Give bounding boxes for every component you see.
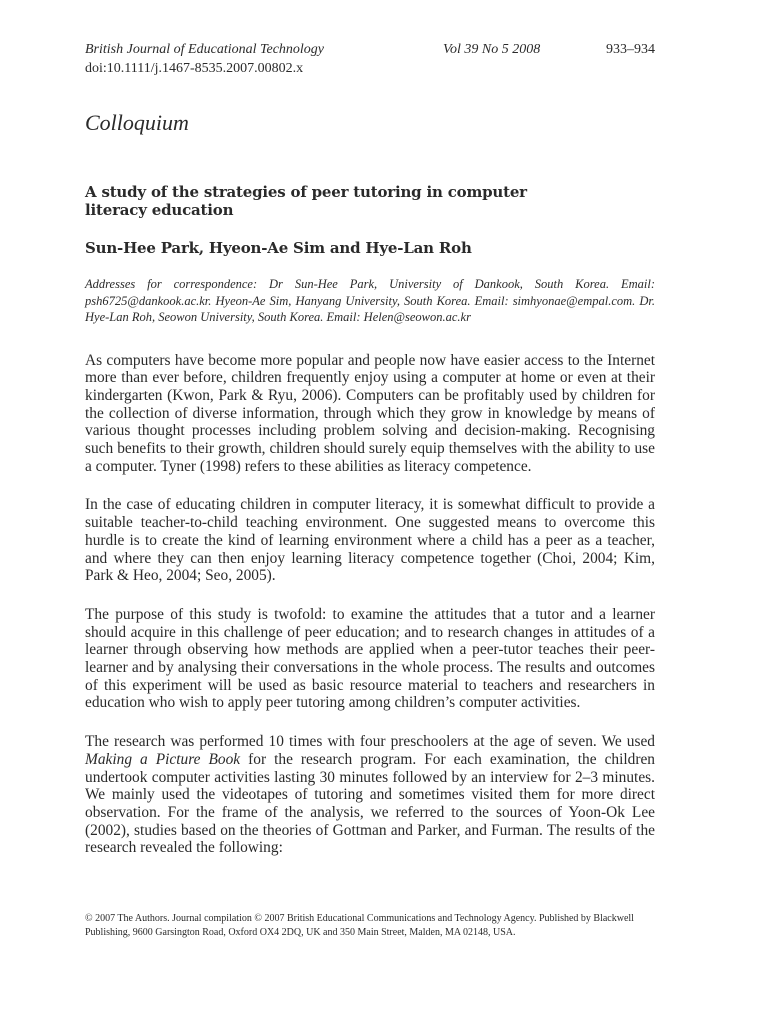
doi: doi:10.1111/j.1467-8535.2007.00802.x — [85, 61, 304, 76]
program-title: Making a Picture Book — [85, 750, 241, 768]
correspondence-addresses: Addresses for correspondence: Dr Sun-Hee Park, University of Dankook, South Korea. Email: psh6725@dankook.ac.kr. Hyeon-Ae Sim, Hanyang University, South Korea. Email: simhyonae@empal.com. Dr. Hye-Lan Roh, Seowon University, South Korea. Email: Helen@seowon.ac.kr — [85, 277, 655, 324]
article-authors: Sun-Hee Park, Hyeon-Ae Sim and Hye-Lan Roh — [85, 239, 472, 257]
journal-name: British Journal of Educational Technology — [85, 42, 325, 57]
article-title: A study of the strategies of peer tutoring in computer literacy education — [85, 183, 527, 219]
volume-info: Vol 39 No 5 2008 — [443, 42, 541, 57]
paragraph-4-text-b: for the research program. For each examination, the children undertook computer activities lasting 30 minutes followed by an interview for 2–3 minutes. We mainly used the videotapes of tutoring and sometimes visited them for more direct observation. For the frame of the analysis, we referred to the sources of Yoon-Ok Lee (2002), studies based on the theories of Gottman and Parker, and Furman. The results of the research revealed the following: — [85, 750, 656, 857]
body-paragraph-2: In the case of educating children in computer literacy, it is somewhat difficult to provide a suitable teacher-to-child teaching environment. One suggested means to overcome this hurdle is to create the kind of learning environment where a child has a peer as a teacher, and where they can then enjoy learning literacy competence together (Choi, 2004; Kim, Park & Heo, 2004; Seo, 2005). — [85, 496, 655, 585]
copyright-footer: © 2007 The Authors. Journal compilation © 2007 British Educational Communications and Technology Agency. Published by Blackwell Publishing, 9600 Garsington Road, Oxford OX4 2DQ, UK and 350 Main Street, Malden, MA 02148, USA. — [85, 913, 634, 938]
section-label: Colloquium — [85, 110, 189, 135]
paragraph-4-text-a: The research was performed 10 times with four preschoolers at the age of seven. We used — [85, 733, 655, 751]
body-paragraph-1: As computers have become more popular and people now have easier access to the Internet more than ever before, children frequently enjoy using a computer at home or even at their kindergarten (Kwon, Park & Ryu, 2006). Computers can be profitably used by children for the collection of diverse information, through which they grow in knowledge by means of various thought processes including problem solving and decision-making. Recognising such benefits to their growth, children should surely equip themselves with the ability to use a computer. Tyner (1998) refers to these abilities as literacy competence. — [85, 351, 655, 475]
body-paragraph-3: The purpose of this study is twofold: to examine the attitudes that a tutor and a learner should acquire in this challenge of peer education; and to research changes in attitudes of a learner through observing how methods are applied when a peer-tutor teaches their peer-learner and by analysing their conversations in the whole process. The results and outcomes of this experiment will be used as basic resource material to teachers and researchers in education who wish to apply peer tutoring among children’s computer activities. — [85, 605, 655, 712]
running-header — [85, 40, 655, 59]
body-paragraph-4 — [85, 733, 655, 857]
page-content — [85, 40, 655, 857]
page-range: 933–934 — [606, 42, 655, 57]
